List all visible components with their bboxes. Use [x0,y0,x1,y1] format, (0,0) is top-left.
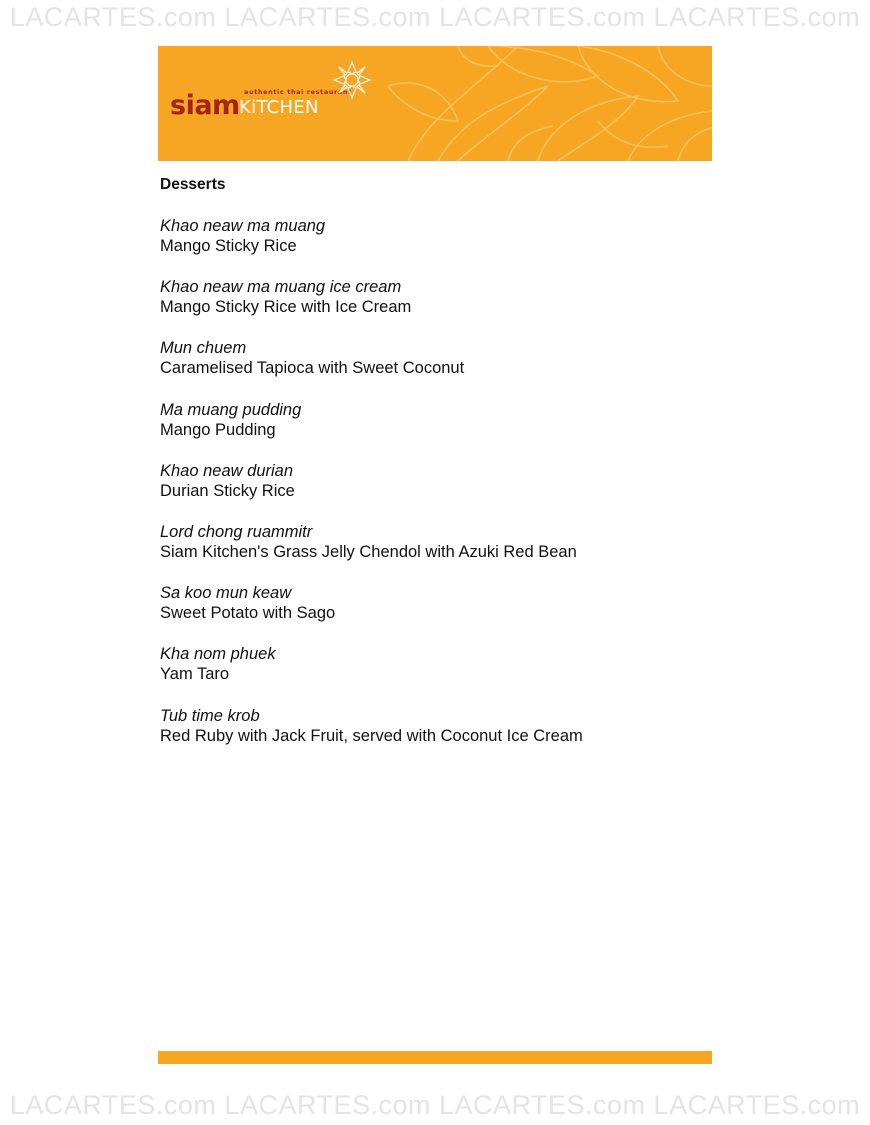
watermark-bottom: LACARTES.com LACARTES.com LACARTES.com LACARTES.com [9,1090,861,1120]
menu-item [160,216,700,277]
menu-item [160,644,700,705]
section-title-desserts: Desserts [160,176,226,193]
logo-tagline: authentic thai restaurant [244,88,352,96]
menu-item-thai-name: Khao neaw ma muang ice cream [160,278,402,297]
menu-item-thai-name: Lord chong ruammitr [160,522,313,541]
logo-kitchen-text: KiTCHEN [239,97,319,118]
menu-item-english-name: Mango Sticky Rice [160,237,297,255]
menu-item-english-name: Yam Taro [160,665,230,684]
menu-item-thai-name: Ma muang pudding [160,400,302,419]
menu-item-english-name: Red Ruby with Jack Fruit, served with Coconut Ice Cream [160,726,583,745]
menu-item-thai-name: Tub time krob [160,706,260,725]
footer-bar [158,1051,712,1064]
menu-item [160,583,700,644]
header-banner [158,46,712,161]
menu-item-english-name: Mango Pudding [160,420,276,439]
menu-item [160,338,700,399]
menu-item [160,277,700,338]
siam-kitchen-logo [170,86,370,136]
dessert-menu-list [160,216,700,767]
menu-item-thai-name: Khao neaw ma muang [160,217,326,235]
menu-item [160,706,700,767]
menu-item-english-name: Siam Kitchen's Grass Jelly Chendol with Azuki Red Bean [160,542,577,561]
menu-item [160,400,700,461]
menu-item-english-name: Sweet Potato with Sago [160,604,336,623]
menu-item-english-name: Mango Sticky Rice with Ice Cream [160,298,412,317]
menu-item-thai-name: Kha nom phuek [160,645,276,664]
watermark-top: LACARTES.com LACARTES.com LACARTES.com LACARTES.com [9,2,861,32]
menu-item [160,461,700,522]
menu-item-english-name: Durian Sticky Rice [160,481,295,500]
menu-item-thai-name: Mun chuem [160,339,247,358]
menu-item-thai-name: Khao neaw durian [160,461,294,480]
menu-item-english-name: Caramelised Tapioca with Sweet Coconut [160,359,465,378]
lotus-emblem-icon [332,60,372,100]
menu-item [160,522,700,583]
logo-siam-text: siam [170,90,240,121]
menu-item-thai-name: Sa koo mun keaw [160,584,292,603]
